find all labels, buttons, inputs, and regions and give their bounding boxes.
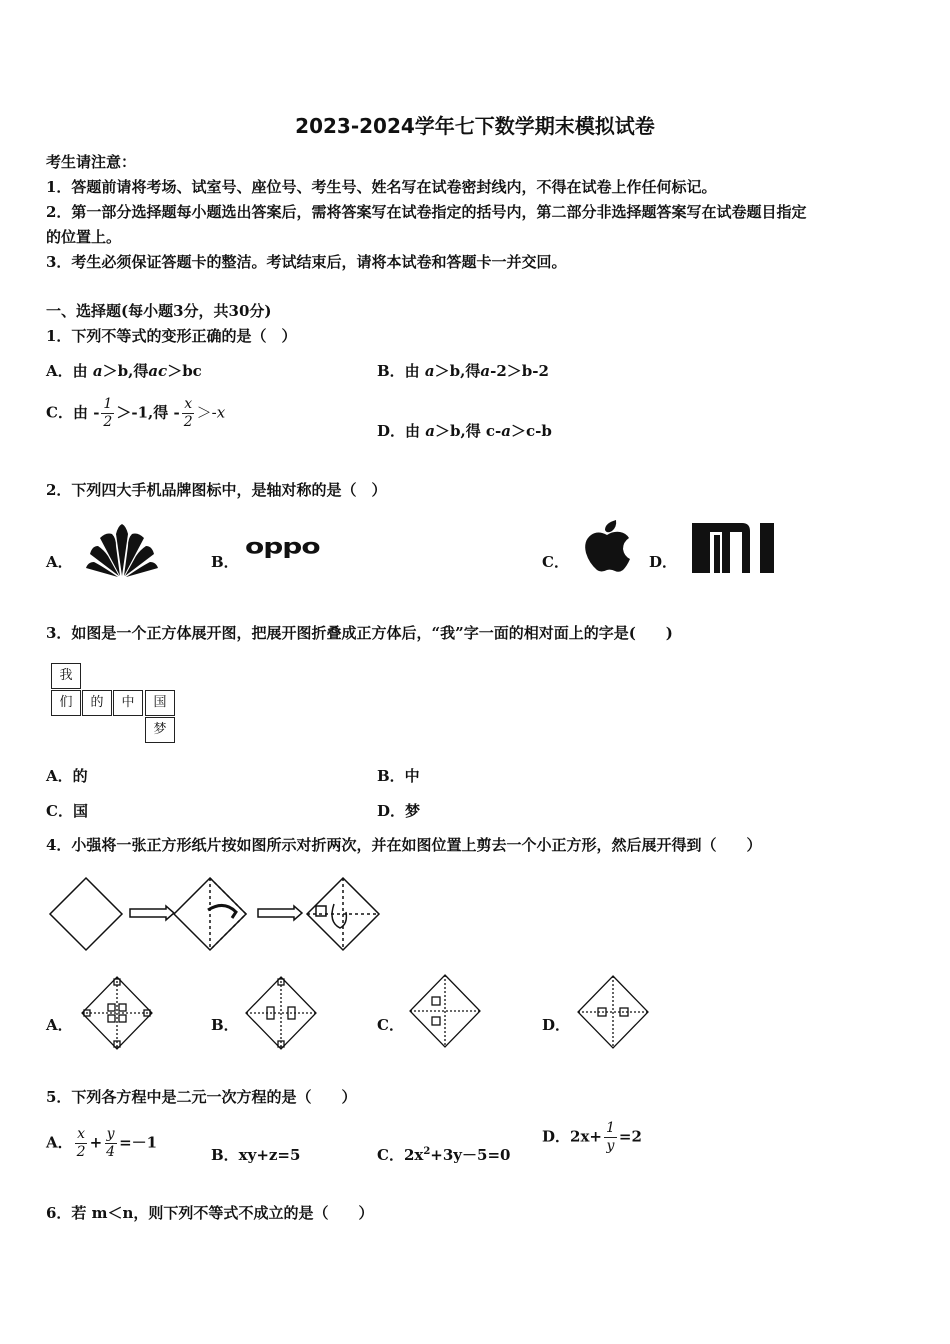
option-label: A．	[46, 1133, 73, 1152]
superscript: 2	[423, 1146, 431, 1157]
text: ＞b,得	[102, 362, 149, 380]
var-ac: ac	[148, 362, 168, 380]
question-6-stem: 6．若 m＜n，则下列不等式不成立的是（ ）	[46, 1204, 374, 1222]
question-3-stem: 3．如图是一个正方体展开图，把展开图折叠成正方体后，“我”字一面的相对面上的字是( )	[46, 624, 673, 642]
q3-option-a[interactable]: A．的	[46, 767, 88, 785]
text: ＞bc	[167, 362, 202, 380]
q5-option-d[interactable]	[542, 1120, 642, 1155]
net-cell: 们	[51, 690, 81, 716]
text: -2＞b-2	[490, 362, 549, 380]
var-a: a	[424, 362, 435, 380]
q4-option-b-figure	[244, 975, 318, 1051]
q1-option-a[interactable]	[46, 360, 202, 381]
folding-diagram	[48, 876, 388, 954]
apple-logo-icon	[583, 518, 631, 572]
q1-option-b[interactable]	[377, 360, 549, 381]
net-cell: 国	[145, 690, 175, 716]
xiaomi-logo-icon	[692, 523, 774, 573]
option-label: D．由	[377, 422, 421, 440]
page-title: 2023-2024学年七下数学期末模拟试卷	[295, 114, 655, 138]
minus: -	[173, 403, 180, 422]
question-5-stem: 5．下列各方程中是二元一次方程的是（ ）	[46, 1088, 357, 1106]
net-cell: 的	[82, 690, 112, 716]
q4-option-a-label[interactable]: A．	[46, 1016, 73, 1034]
q4-option-b-label[interactable]: B．	[211, 1016, 239, 1034]
text: ＞c-b	[511, 422, 552, 440]
text: =2	[618, 1127, 642, 1146]
var-a: a	[480, 362, 491, 380]
q1-option-c[interactable]	[46, 396, 225, 431]
q1-option-d[interactable]	[377, 420, 552, 441]
plus: +	[89, 1133, 103, 1152]
q4-option-c-label[interactable]: C．	[377, 1016, 404, 1034]
option-label: D．2x+	[542, 1127, 602, 1146]
section-heading: 一、选择题(每小题3分，共30分)	[46, 302, 272, 320]
q3-option-c[interactable]: C．国	[46, 802, 88, 820]
text: ＞-	[196, 403, 217, 422]
q2-option-a-label[interactable]: A．	[46, 553, 73, 571]
option-label: B．由	[377, 362, 420, 380]
question-4-stem: 4．小强将一张正方形纸片按如图所示对折两次，并在如图位置上剪去一个小正方形，然后展开得到（ ）	[46, 836, 762, 854]
notice-item: 1．答题前请将考场、试室号、座位号、考生号、姓名写在试卷密封线内，不得在试卷上作任何标记。	[46, 178, 717, 196]
fraction: $\frac{1}{y}$	[605, 1120, 615, 1154]
fraction: $\frac{x}{2}$	[183, 396, 193, 430]
notice-item: 3．考生必须保证答题卡的整洁。考试结束后，请将本试卷和答题卡一并交回。	[46, 253, 567, 271]
q4-option-a-figure	[80, 975, 154, 1051]
q4-option-d-label[interactable]: D．	[542, 1016, 571, 1034]
var-a: a	[501, 422, 512, 440]
q5-option-b[interactable]: B．xy+z=5	[211, 1146, 301, 1164]
notice-heading: 考生请注意：	[46, 153, 137, 171]
question-2-stem: 2．下列四大手机品牌图标中，是轴对称的是（ ）	[46, 481, 387, 499]
var-a: a	[425, 422, 435, 440]
net-cell: 我	[51, 663, 81, 689]
text: =－1	[119, 1133, 158, 1152]
q2-option-b-label[interactable]: B．	[211, 553, 239, 571]
fraction: $\frac{y}{4}$	[106, 1126, 116, 1160]
q5-option-c[interactable]	[377, 1144, 510, 1165]
net-cell: 梦	[145, 717, 175, 743]
q2-option-c-label[interactable]: C．	[542, 553, 569, 571]
q4-option-d-figure	[576, 974, 650, 1050]
question-1-stem: 1．下列不等式的变形正确的是（ ）	[46, 327, 297, 345]
q3-option-d[interactable]: D．梦	[377, 802, 421, 820]
q4-option-c-figure	[408, 973, 482, 1049]
text: +3y－5=0	[430, 1146, 511, 1164]
var-x: x	[216, 403, 226, 422]
var-a: a	[92, 362, 103, 380]
option-label: C．2x	[377, 1146, 424, 1164]
option-label: C．由	[46, 403, 88, 422]
text: ＞-1,得	[116, 403, 169, 422]
net-cell: 中	[113, 690, 143, 716]
q3-option-b[interactable]: B．中	[377, 767, 420, 785]
q5-option-a[interactable]	[46, 1126, 157, 1161]
minus: -	[93, 403, 100, 422]
notice-item: 2．第一部分选择题每小题选出答案后，需将答案写在试卷指定的括号内，第二部分非选择题答案写在试卷题目指定	[46, 203, 807, 221]
text: ＞b,得	[434, 362, 481, 380]
text: ＞b,得 c-	[434, 422, 502, 440]
notice-item: 的位置上。	[46, 228, 122, 246]
option-label: A．由	[46, 362, 88, 380]
fraction: $\frac{1}{2}$	[103, 396, 113, 430]
oppo-logo-icon: oppo	[245, 534, 320, 559]
fraction: $\frac{x}{2}$	[76, 1126, 86, 1160]
huawei-logo-icon	[86, 524, 158, 578]
q2-option-d-label[interactable]: D．	[649, 553, 678, 571]
